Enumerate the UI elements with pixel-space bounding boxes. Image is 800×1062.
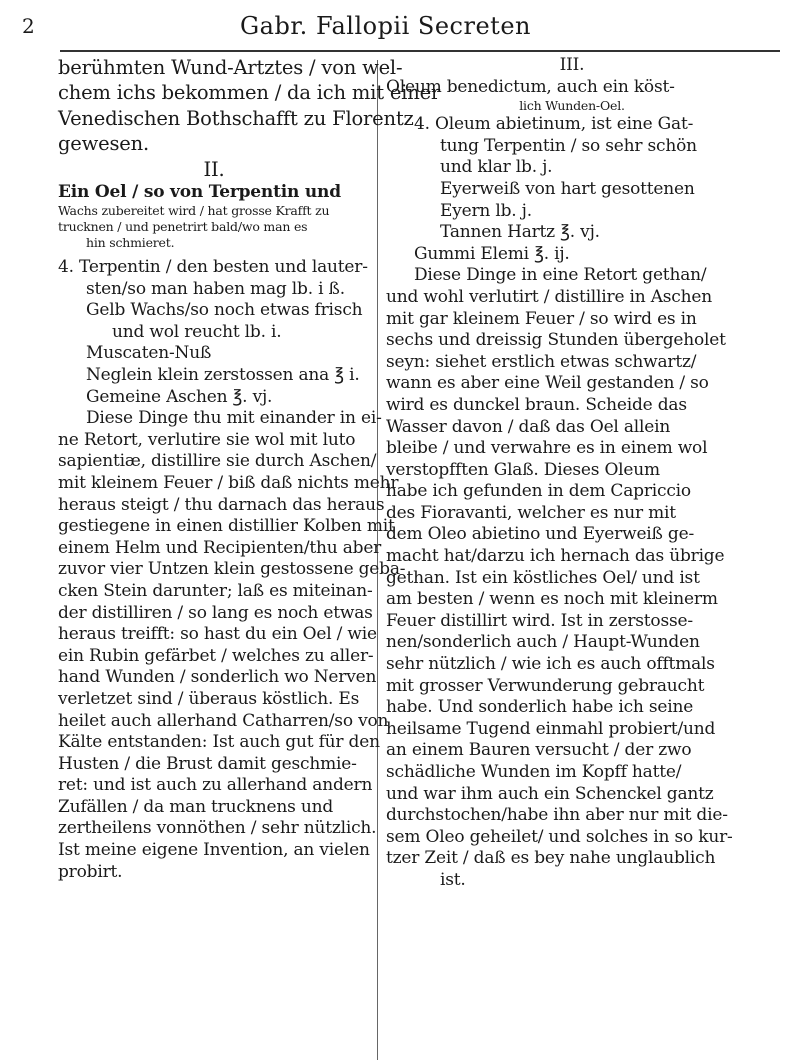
ingredient-line: Gummi Elemi ℥. ij.: [414, 243, 570, 264]
body-line: sem Oleo geheilet/ und solches in so kur-: [386, 826, 733, 847]
body-line: mit grosser Verwunderung gebraucht: [386, 675, 705, 696]
body-line: verletzet sind / überaus köstlich. Es: [58, 688, 360, 709]
body-line: sechs und dreissig Stunden übergeholet: [386, 330, 726, 351]
intro-line: chem ichs bekommen / da ich mit einer: [58, 81, 441, 105]
body-line: ret: und ist auch zu allerhand andern: [58, 775, 373, 796]
body-line: hand Wunden / sonderlich wo Nerven: [58, 667, 377, 688]
body-line: Ist meine eigene Invention, an vielen: [58, 840, 370, 861]
body-line: sapientiæ, distillire sie durch Aschen/: [58, 451, 377, 472]
body-line: cken Stein darunter; laß es miteinan-: [58, 580, 373, 601]
ingredient-line: Tannen Hartz ℥. vj.: [440, 222, 600, 243]
ingredient-line: sten/so man haben mag lb. i ß.: [86, 278, 345, 299]
body-line: Kälte entstanden: Ist auch gut für den: [58, 732, 380, 753]
recipe-heading-line: lich Wunden-Oel.: [519, 98, 625, 114]
body-line: Feuer distillirt wird. Ist in zerstosse-: [386, 610, 693, 631]
body-line: ne Retort, verlutire sie wol mit luto: [58, 429, 356, 450]
body-line: seyn: siehet erstlich etwas schwartz/: [386, 351, 697, 372]
recipe-heading-line: Wachs zubereitet wird / hat grosse Krafft zu: [58, 203, 330, 219]
body-line: am besten / wenn es noch mit kleinerm: [386, 589, 718, 610]
body-line: heraus treifft: so hast du ein Oel / wie: [58, 624, 377, 645]
body-line: ein Rubin gefärbet / welches zu aller-: [58, 645, 374, 666]
body-line: ist.: [440, 869, 466, 890]
running-head: Gabr. Fallopii Secreten: [240, 12, 531, 40]
body-line: habe ich gefunden in dem Capriccio: [386, 481, 691, 502]
recipe-heading-line: hin schmieret.: [86, 235, 175, 251]
page-header: [0, 8, 800, 48]
ingredient-line: und wol reucht lb. i.: [112, 321, 282, 342]
intro-line: berühmten Wund-Artztes / von wel-: [58, 56, 403, 79]
body-line: sehr nützlich / wie ich es auch offtmals: [386, 654, 715, 675]
ingredient-line: Gelb Wachs/so noch etwas frisch: [86, 300, 363, 321]
body-line: zertheilens vonnöthen / sehr nützlich.: [58, 818, 377, 839]
body-line: Diese Dinge in eine Retort gethan/: [414, 265, 707, 286]
body-line: einem Helm und Recipienten/thu aber: [58, 537, 382, 558]
ingredient-line: Muscaten-Nuß: [86, 343, 212, 364]
ingredient-line: Eyerweiß von hart gesottenen: [440, 178, 695, 199]
body-line: verstopfften Glaß. Dieses Oleum: [386, 459, 660, 480]
page-number: 2: [22, 14, 35, 38]
body-line: mit kleinem Feuer / biß daß nichts mehr: [58, 472, 399, 493]
recipe-heading: Oleum benedictum, auch ein köst-: [386, 76, 675, 97]
body-line: Zufällen / da man trucknens und: [58, 796, 334, 817]
body-line: schädliche Wunden im Kopff hatte/: [386, 762, 682, 782]
ingredient-line: 4. Terpentin / den besten und lauter-: [58, 257, 368, 278]
body-line: durchstochen/habe ihn aber nur mit die-: [386, 805, 728, 826]
section-number: II.: [203, 157, 225, 181]
body-line: probirt.: [58, 861, 123, 882]
body-line: heilsame Tugend einmahl probiert/und: [386, 718, 716, 739]
body-line: nen/sonderlich auch / Haupt-Wunden: [386, 632, 700, 653]
body-line: Diese Dinge thu mit einander in ei-: [86, 408, 382, 429]
body-line: bleibe / und verwahre es in einem wol: [386, 438, 708, 459]
body-line: dem Oleo abietino und Eyerweiß ge-: [386, 524, 694, 545]
body-line: habe. Und sonderlich habe ich seine: [386, 697, 694, 718]
body-line: der distilliren / so lang es noch etwas: [58, 602, 373, 623]
body-line: mit gar kleinem Feuer / so wird es in: [386, 308, 697, 329]
body-line: Husten / die Brust damit geschmie-: [58, 753, 357, 774]
body-line: heraus steigt / thu darnach das heraus: [58, 494, 385, 515]
ingredient-line: Neglein klein zerstossen ana ℥ i.: [86, 365, 360, 385]
body-line: an einem Bauren versucht / der zwo: [386, 740, 692, 761]
body-line: des Fioravanti, welcher es nur mit: [386, 502, 676, 523]
right-column: [386, 55, 758, 892]
recipe-heading: Ein Oel / so von Terpentin und: [58, 182, 341, 203]
recipe-heading-line: trucknen / und penetrirt bald/wo man es: [58, 219, 308, 235]
body-line: Wasser davon / daß das Oel allein: [386, 416, 671, 437]
body-line: tzer Zeit / daß es bey nahe unglaublich: [386, 848, 716, 869]
section-number: III.: [559, 55, 585, 75]
ingredient-line: Gemeine Aschen ℥. vj.: [86, 386, 273, 407]
ingredient-line: 4. Oleum abietinum, ist eine Gat-: [414, 114, 694, 135]
body-line: und wohl verlutirt / distillire in Aschen: [386, 286, 712, 307]
body-line: gestiegene in einen distillier Kolben mit: [58, 516, 395, 537]
body-line: wann es aber eine Weil gestanden / so: [386, 373, 709, 394]
ingredient-line: tung Terpentin / so sehr schön: [440, 135, 697, 156]
intro-line: Venedischen Bothschafft zu Florentz: [58, 106, 414, 130]
body-line: macht hat/darzu ich hernach das übrige: [386, 546, 725, 567]
ingredient-line: Eyern lb. j.: [440, 200, 532, 221]
body-line: zuvor vier Untzen klein gestossene geba-: [58, 559, 406, 580]
header-rule: [60, 50, 780, 52]
body-line: wird es dunckel braun. Scheide das: [386, 394, 687, 415]
left-column: [58, 55, 441, 883]
ingredient-line: und klar lb. j.: [440, 157, 553, 178]
body-line: und war ihm auch ein Schenckel gantz: [386, 783, 714, 804]
body-line: gethan. Ist ein köstliches Oel/ und ist: [386, 567, 700, 588]
body-line: heilet auch allerhand Catharren/so von: [58, 710, 389, 731]
intro-line: gewesen.: [58, 132, 149, 156]
